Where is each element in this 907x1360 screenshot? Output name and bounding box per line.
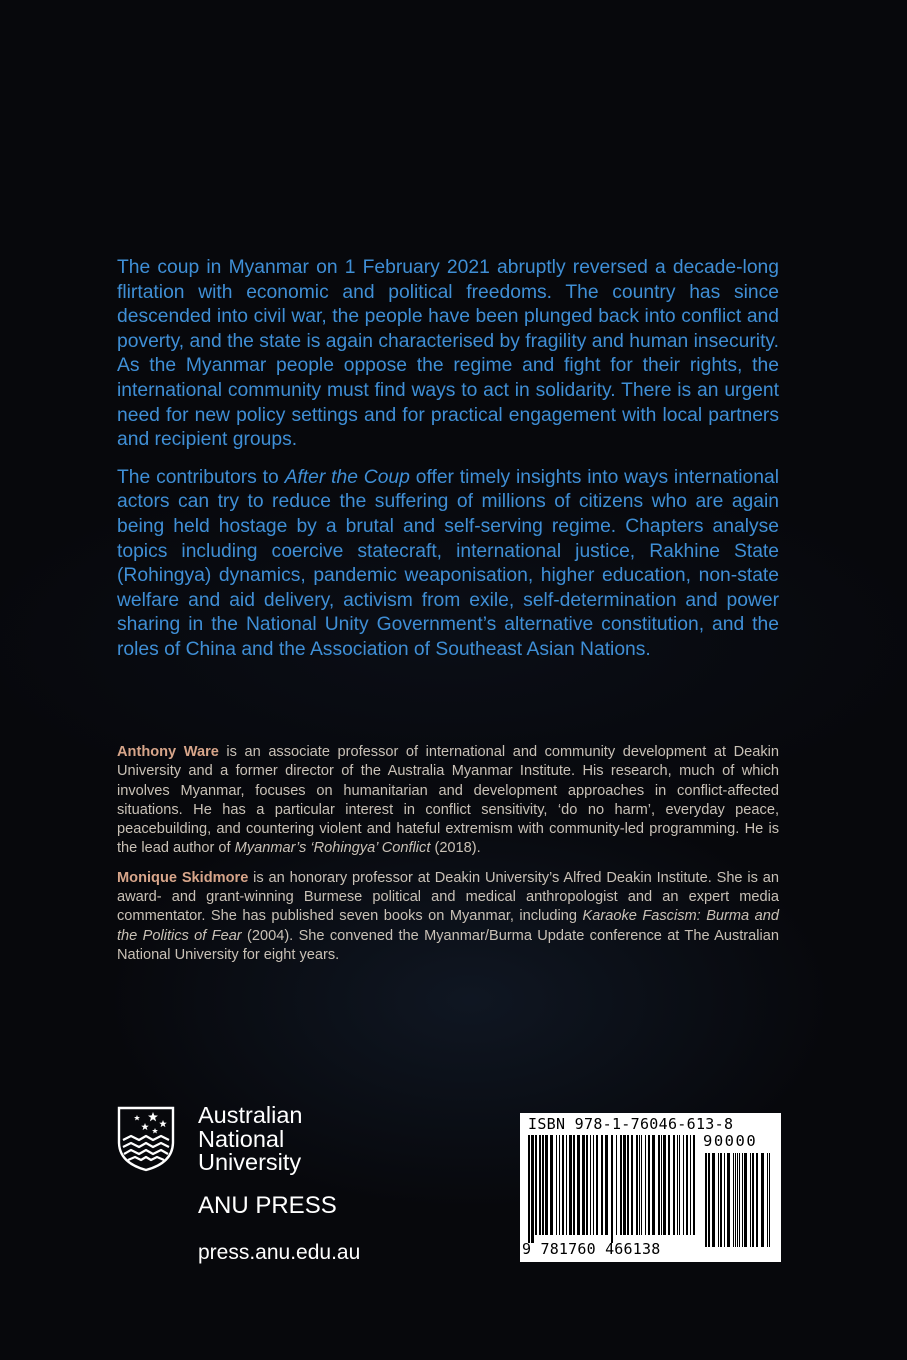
barcode-bar [601, 1135, 603, 1235]
barcode-bar [720, 1153, 722, 1247]
barcode-bar [661, 1135, 662, 1235]
barcode-bar [528, 1135, 530, 1243]
barcode-bar [693, 1135, 695, 1235]
barcode-bar [718, 1153, 719, 1247]
barcode-bar [686, 1135, 688, 1235]
barcode-bar [679, 1135, 680, 1235]
barcode-bar [539, 1135, 541, 1235]
anu-press-label: ANU PRESS [198, 1192, 337, 1219]
barcode-bar [641, 1135, 642, 1235]
barcode-bar [733, 1153, 734, 1247]
barcode-bar [611, 1135, 613, 1243]
blurb-paragraph-2 [117, 466, 779, 663]
bio-ware-book: Myanmar’s ‘Rohingya’ Conflict [234, 840, 431, 857]
barcode-bar [668, 1135, 670, 1235]
barcode-bar [605, 1135, 608, 1235]
barcode-bar [690, 1135, 691, 1235]
barcode-bar [623, 1135, 626, 1235]
barcode-bar [744, 1153, 747, 1247]
barcode-bar [756, 1153, 758, 1247]
barcode-bar [752, 1153, 754, 1247]
price-code: 90000 [703, 1132, 758, 1150]
barcode-bar [545, 1135, 548, 1235]
bio-monique-skidmore [117, 869, 779, 965]
barcode-bar [596, 1135, 598, 1235]
barcode-bar [627, 1135, 629, 1235]
bio-skidmore-text: is an honorary professor at Deakin University’s Alfred Deakin Institute. She is an award- and grant-winning Burmese political and medical anthropologist and an expert media commentator. She has published seven books on Myanmar, including [117, 869, 779, 925]
barcode-bar [631, 1135, 633, 1235]
addon-bars [703, 1153, 775, 1251]
barcode-bar [708, 1153, 710, 1247]
barcode-bar [739, 1153, 740, 1247]
barcode-bar [542, 1135, 544, 1235]
barcode-bar [683, 1135, 684, 1235]
publisher-url[interactable]: press.anu.edu.au [198, 1241, 361, 1264]
barcode-bar [727, 1153, 730, 1247]
barcode-bar [550, 1135, 553, 1235]
anu-wordmark [198, 1104, 303, 1175]
barcode-bar [742, 1153, 743, 1247]
barcode-bar [673, 1135, 675, 1235]
author-bios [117, 743, 779, 975]
blurb-p2-body: offer timely insights into ways international actors can try to reduce the suffering of millions of citizens who are again being held hostage by a brutal and self-serving regime. Chapters analyse topics including coercive statecraft, international justice, Rakhine State (Rohingya) dynamics, pandemic weaponisation, higher education, non-state welfare and aid delivery, activism from exile, self-determination and power sharing in the National Unity Government’s alternative constitution, and the roles of China and the Association of Southeast Asian Nations. [117, 466, 779, 660]
author-name-skidmore: Monique Skidmore [117, 869, 249, 886]
anu-crest-icon [117, 1106, 175, 1172]
barcode-bar [735, 1153, 736, 1247]
blurb-paragraph-1: The coup in Myanmar on 1 February 2021 abruptly reversed a decade-long flirtation with economic and political freedoms. The country has since descended into civil war, the people have been plunged back into conflict and poverty, and the state is again characterised by fragility and human insecurity. As the Myanmar people oppose the regime and fight for their rights, the international community must find ways to act in solidarity. There is an urgent need for new policy settings and for practical engagement with local partners and recipient groups. [117, 257, 779, 451]
barcode-bar [573, 1135, 575, 1235]
bio-anthony-ware [117, 743, 779, 859]
blurb-p2-intro: The contributors to [117, 466, 285, 488]
barcode-bar [705, 1153, 707, 1247]
barcode-bar [767, 1153, 768, 1247]
book-title: After the Coup [284, 466, 410, 488]
cover-blurb [117, 256, 779, 676]
barcode-bar [531, 1135, 534, 1243]
barcode-bar [648, 1135, 650, 1235]
isbn-number: ISBN 978-1-76046-613-8 [528, 1115, 734, 1133]
bio-ware-text: is an associate professor of international and community development at Deakin University and a former director of the Australia Myanmar Institute. His research, much of which involves Myanmar, focuses on humanitarian and development approaches in conflict-affected situations. He has a particular interest in conflict sensitivity, ‘do no harm’, everyday peace, peacebuilding, and countering violent and hateful extremism with community-led programming. He is the lead author of [117, 744, 779, 857]
barcode-bar [616, 1135, 617, 1235]
barcode-bar [750, 1153, 751, 1247]
barcode-bar [562, 1135, 564, 1235]
barcode-bar [559, 1135, 560, 1235]
barcode-bar [769, 1153, 770, 1247]
ean-bars [526, 1135, 698, 1251]
isbn-barcode [520, 1113, 781, 1262]
barcode-bar [620, 1135, 622, 1235]
barcode-bar [677, 1135, 678, 1235]
barcode-bar [652, 1135, 655, 1235]
author-name-ware: Anthony Ware [117, 744, 219, 760]
ean-number: 9 781760 466138 [522, 1240, 661, 1258]
barcode-bar [636, 1135, 638, 1235]
barcode-bar [663, 1135, 666, 1235]
barcode-bar [569, 1135, 572, 1235]
barcode-bar [724, 1153, 725, 1247]
barcode-bar [737, 1153, 738, 1247]
barcode-bar [712, 1153, 715, 1247]
bio-skidmore-book: Karaoke Fascism: Burma and the Politics of Fear [117, 908, 780, 944]
barcode-bar [590, 1135, 591, 1235]
anu-name-line-3: University [198, 1149, 302, 1175]
barcode-bar [582, 1135, 585, 1235]
bio-skidmore-after: (2004). She convened the Myanmar/Burma Update conference at The Australian National University for eight years. [117, 927, 779, 963]
barcode-bar [639, 1135, 640, 1235]
bio-ware-year: (2018). [430, 840, 481, 857]
barcode-bar [556, 1135, 557, 1235]
barcode-bar [645, 1135, 646, 1235]
barcode-bar [658, 1135, 660, 1235]
anu-name-line-2: National [198, 1125, 285, 1152]
barcode-bar [761, 1153, 764, 1247]
barcode-bar [593, 1135, 594, 1235]
barcode-bar [566, 1135, 567, 1235]
anu-name-line-1: Australian [198, 1102, 303, 1128]
barcode-bar [577, 1135, 580, 1235]
barcode-bar [535, 1135, 537, 1235]
barcode-bar [586, 1135, 588, 1235]
